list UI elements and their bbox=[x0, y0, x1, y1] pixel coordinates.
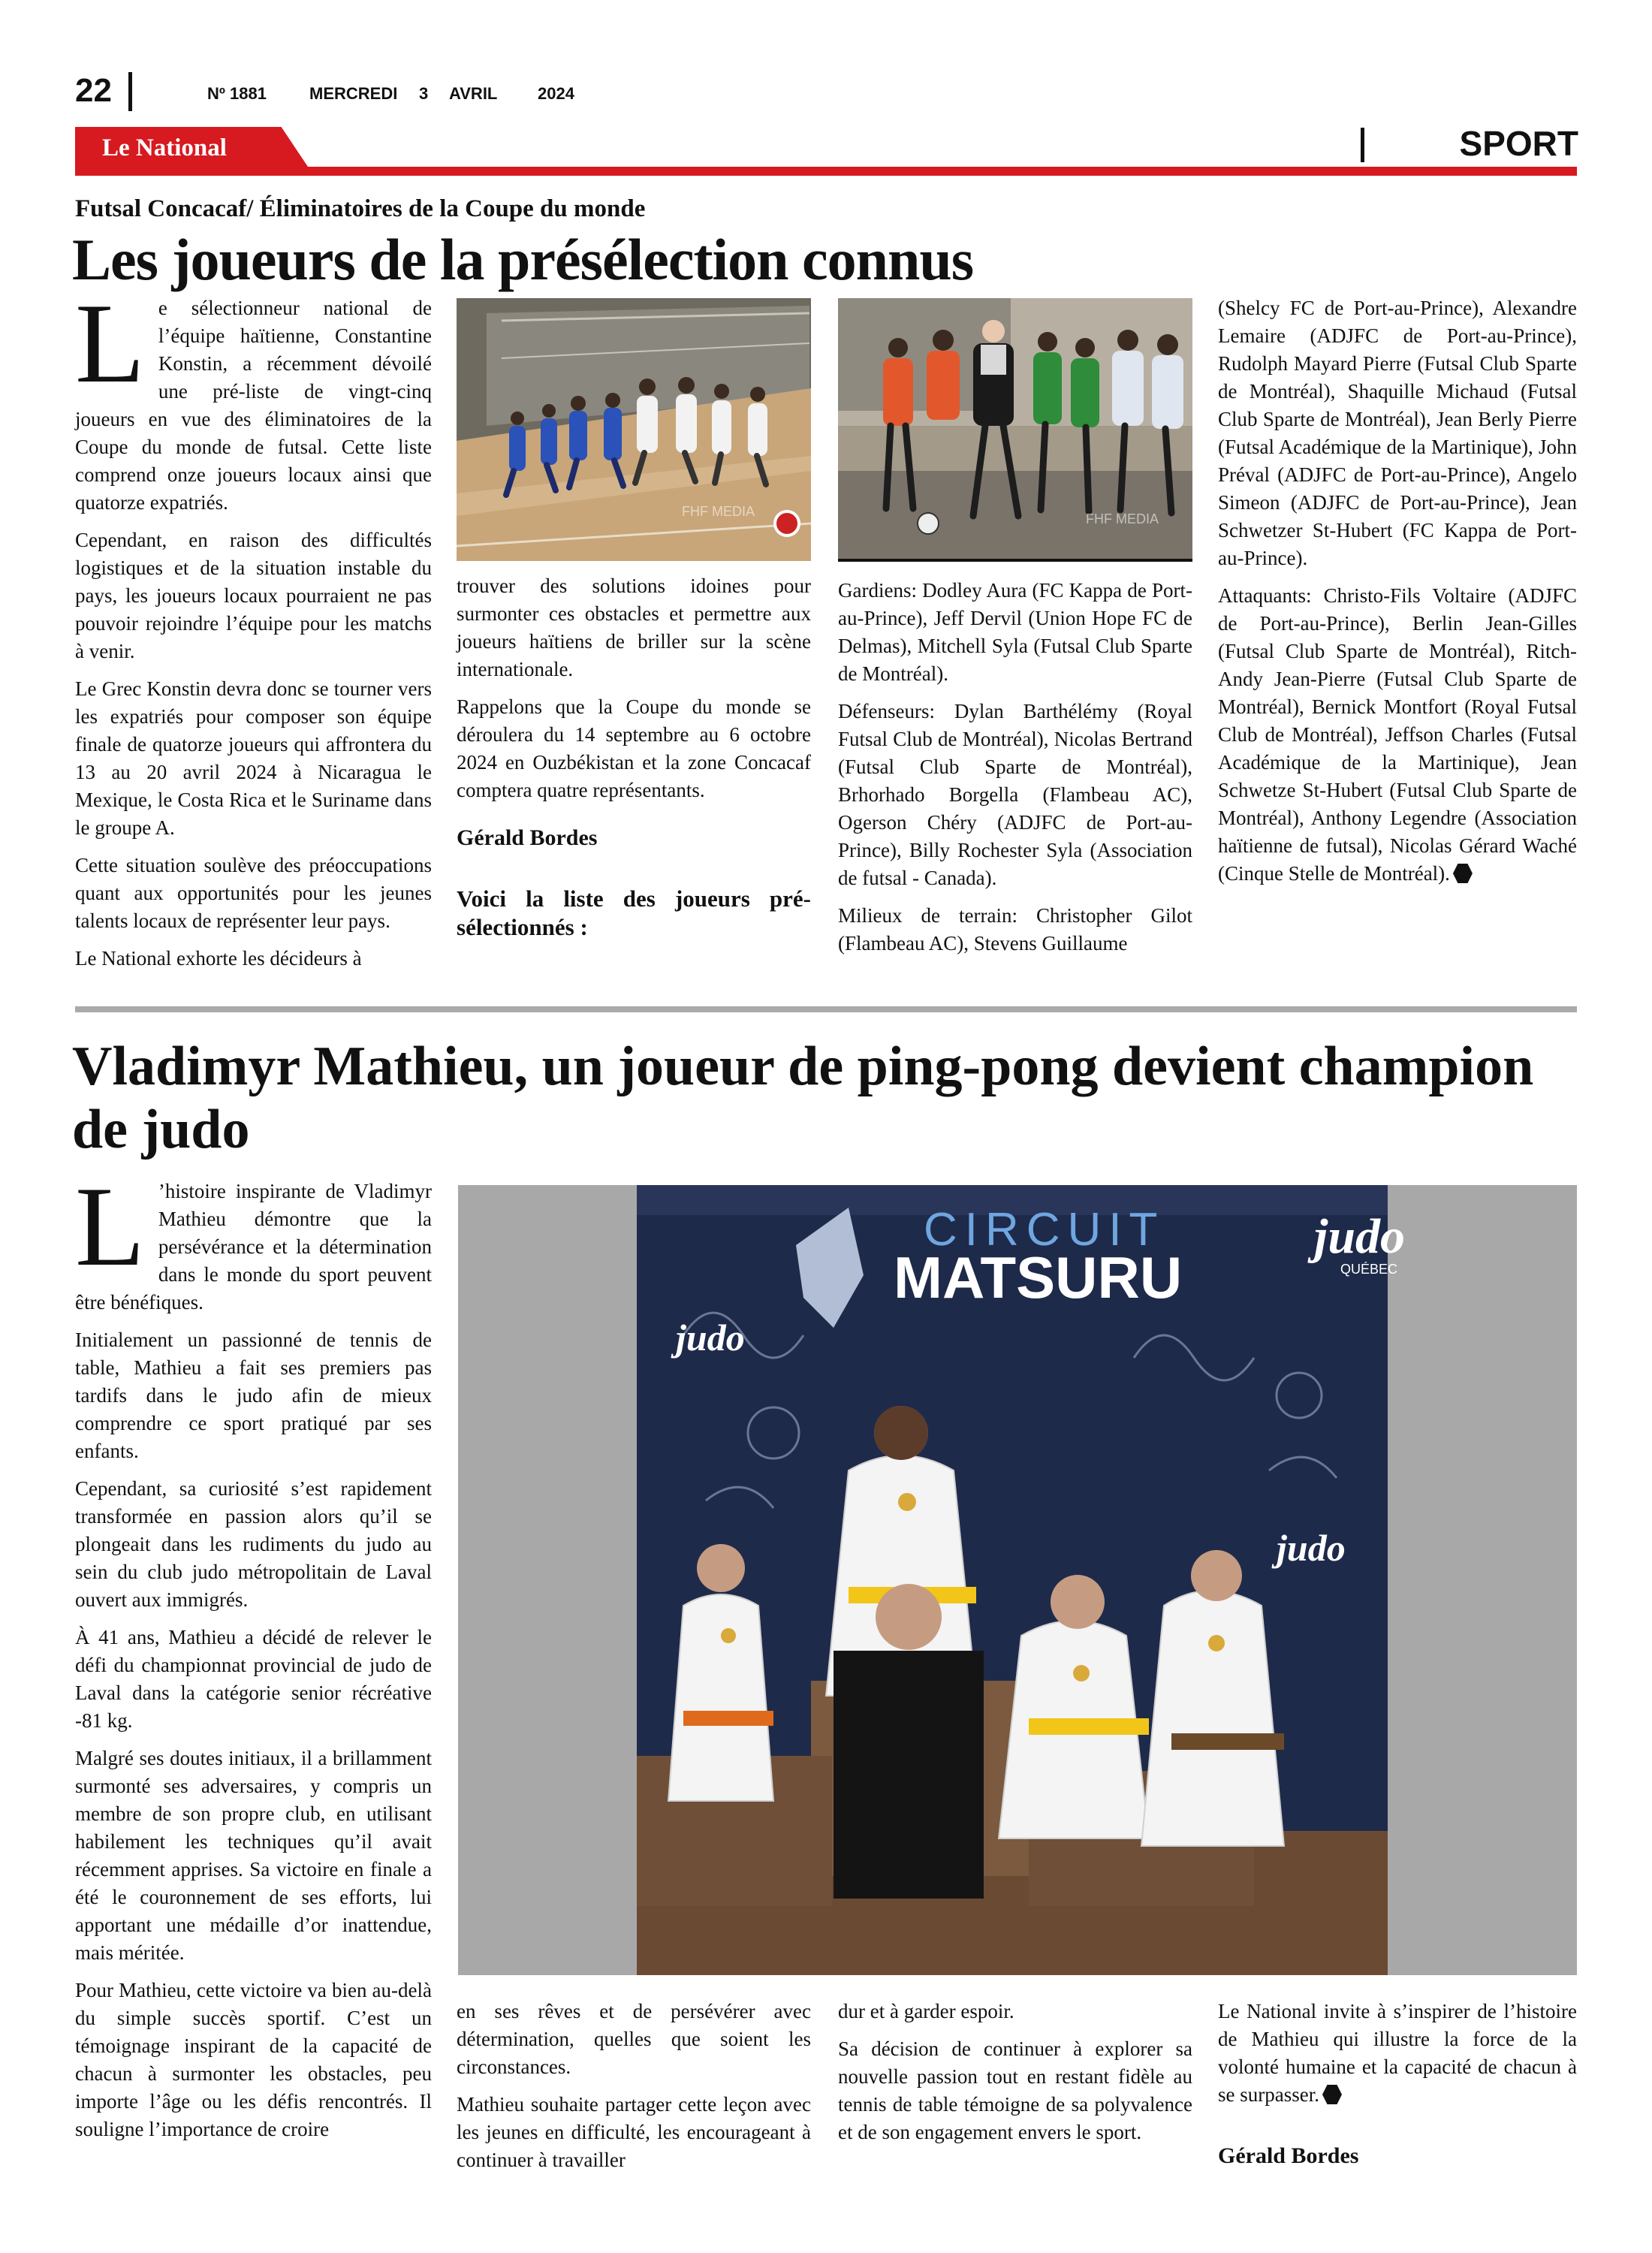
end-of-article-icon bbox=[1322, 2085, 1342, 2104]
article1-list-heading: Voici la liste des joueurs pré-sélectionnés : bbox=[457, 885, 811, 940]
judo-logo-text: judo bbox=[1277, 1527, 1346, 1569]
article2-dropcap: L bbox=[75, 1163, 145, 1289]
article1-dropcap: L bbox=[75, 280, 145, 406]
article2-column-4 bbox=[1218, 1998, 1577, 2179]
article1-column-3 bbox=[838, 577, 1192, 967]
article1-paragraph: Cependant, en raison des difficultés logistiques et de la situation instable du pays, les joueurs locaux pourraient ne pas pouvoir rejoindre l’équipe pour les matchs à venir. bbox=[75, 529, 432, 662]
article1-paragraph: Milieux de terrain: Christopher Gilot (Flambeau AC), Stevens Guillaume bbox=[838, 904, 1192, 955]
article1-photo-coach bbox=[838, 298, 1192, 561]
article2-byline: Gérald Bordes bbox=[1218, 2143, 1359, 2168]
article2-paragraph: Sa décision de continuer à explorer sa nouvelle passion tout en restant fidèle au tennis de table témoigne de sa polyvalence et de son engagement envers le sport. bbox=[838, 2037, 1192, 2143]
article2-paragraph: Pour Mathieu, cette victoire va bien au-delà du simple succès sportif. C’est un témoignage inspirant de la capacité de chacun à surmonter les obstacles, peu importe l’âge ou les défis rencontrés. Il souligne l’importance de croire bbox=[75, 1979, 432, 2140]
end-of-article-icon bbox=[1453, 864, 1473, 883]
article1-paragraph: (Shelcy FC de Port-au-Prince), Alexandre Lemaire (ADJFC de Port-au-Prince), Rudolph Mayard Pierre (Futsal Club Sparte de Montréal), Shaquille Michaud (Futsal Club Sparte de Montréal), Jean Berly Pierre (Futsal Académique de la Martinique), John Préval (ADJFC de Port-au-Prince), Angelo Simeon (ADJFC de Port-au-Prince), Jean Schwetzer St-Hubert (FC Kappa de Port-au-Prince). bbox=[1218, 297, 1577, 569]
article2-paragraph: ’histoire inspirante de Vladimyr Mathieu démontre que la persévérance et la détermination dans le monde du sport peuvent être bénéfiques. bbox=[75, 1180, 432, 1313]
article2-column-2 bbox=[457, 1998, 811, 2184]
photo-caption-rule bbox=[838, 559, 1192, 562]
issue-month: AVRIL bbox=[449, 84, 498, 103]
issue-weekday: MERCREDI bbox=[309, 84, 398, 103]
training-photo-illustration bbox=[457, 298, 811, 561]
article1-column-4 bbox=[1218, 294, 1577, 897]
issue-number: Nº 1881 bbox=[207, 84, 267, 103]
article2-paragraph: en ses rêves et de persévérer avec détermination, quelles que soient les circonstances. bbox=[457, 2000, 811, 2078]
judo-logo-text: judo bbox=[1314, 1209, 1406, 1264]
article1-paragraph: Cette situation soulève des préoccupations quant aux opportunités pour les jeunes talents locaux de représenter leur pays. bbox=[75, 854, 432, 932]
judo-logo-subtext: QUÉBEC bbox=[1340, 1262, 1398, 1277]
article1-paragraph: Le National exhorte les décideurs à bbox=[75, 947, 362, 970]
article2-paragraph: Mathieu souhaite partager cette leçon avec les jeunes en difficulté, les encourageant à continuer à travailler bbox=[457, 2093, 811, 2171]
coach-photo-illustration bbox=[838, 298, 1192, 561]
article2-paragraph: Le National invite à s’inspirer de l’histoire de Mathieu qui illustre la force de la volonté humaine et la capacité de chacun à se surpasser. bbox=[1218, 2000, 1577, 2106]
podium-photo-illustration bbox=[458, 1185, 1577, 1975]
article2-column-1 bbox=[75, 1163, 432, 2153]
article1-byline: Gérald Bordes bbox=[457, 825, 598, 850]
article2-paragraph: Malgré ses doutes initiaux, il a brillamment surmonté ses adversaires, y compris un membre de son propre club, en utilisant habilement les techniques qu’il avait récemment apprises. Sa victoire en finale a été le couronnement de ses efforts, lui apportant une médaille d’or inattendue, mais méritée. bbox=[75, 1747, 432, 1964]
article1-paragraph: Défenseurs: Dylan Barthélémy (Royal Futsal Club de Montréal), Nicolas Bertrand (Futsal Club Sparte de Montréal), Brhorhado Borgella (Flambeau AC), Ogerson Chéry (ADJFC de Port-au-Prince), Billy Rochester Syla (Association de futsal - Canada). bbox=[838, 700, 1192, 889]
article-divider bbox=[75, 1006, 1577, 1012]
section-label: SPORT bbox=[1459, 124, 1578, 163]
article1-paragraph: trouver des solutions idoines pour surmonter ces obstacles et permettre aux joueurs haïtiens de briller sur la scène internationale. bbox=[457, 575, 811, 680]
article1-column-1 bbox=[75, 280, 432, 982]
brand-name: Le National bbox=[102, 134, 227, 161]
banner-text-circuit: CIRCUIT bbox=[924, 1204, 1165, 1256]
article1-paragraph: Gardiens: Dodley Aura (FC Kappa de Port-au-Prince), Jeff Dervil (Union Hope FC de Delmas), Mitchell Syla (Futsal Club Sparte de Montréal). bbox=[838, 579, 1192, 685]
article1-paragraph: Le Grec Konstin devra donc se tourner vers les expatriés pour composer son équipe finale de quatorze joueurs qui affrontera du 13 au 20 avril 2024 à Nicaragua le Mexique, le Costa Rica et le Suriname dans le groupe A. bbox=[75, 677, 432, 839]
photo-watermark: FHF MEDIA bbox=[682, 504, 755, 519]
judo-logo-text: judo bbox=[676, 1317, 745, 1359]
article1-paragraph: e sélectionneur national de l’équipe haïtienne, Constantine Konstin, a récemment dévoilé une pré-liste de vingt-cinq joueurs en vue des éliminatoires de la Coupe du monde de futsal. Cette liste comprend onze joueurs locaux ainsi que quatorze expatriés. bbox=[75, 297, 432, 514]
article2-column-3 bbox=[838, 1998, 1192, 2156]
issue-day: 3 bbox=[419, 84, 429, 103]
article1-kicker: Futsal Concacaf/ Éliminatoires de la Coupe du monde bbox=[75, 195, 646, 222]
article1-paragraph: Rappelons que la Coupe du monde se déroulera du 14 septembre au 6 octobre 2024 en Ouzbékistan et la zone Concacaf comptera quatre représentants. bbox=[457, 695, 811, 801]
page-number: 22 bbox=[75, 72, 112, 109]
article2-headline: Vladimyr Mathieu, un joueur de ping-pong devient champion de judo bbox=[72, 1036, 1534, 1160]
header-rule bbox=[75, 167, 1577, 176]
article1-column-2 bbox=[457, 572, 811, 952]
article2-paragraph: dur et à garder espoir. bbox=[838, 2000, 1014, 2022]
article2-paragraph: Initialement un passionné de tennis de table, Mathieu a fait ses premiers pas tardifs dans le judo afin de mieux comprendre ce sport pratiqué par ses enfants. bbox=[75, 1329, 432, 1462]
article1-paragraph: Attaquants: Christo-Fils Voltaire (ADJFC de Port-au-Prince), Berlin Jean-Gilles (Futsal Club Sparte de Montréal), Ritch-Andy Jean-Pierre (Futsal Club Sparte de Montréal), Bernick Montfort (Royal Futsal Club de Montréal), Jeffson Charles (Futsal Académique de la Martinique), Jean Schwetze St-Hubert (Futsal Club Sparte de Montréal), Anthony Legendre (Association haïtienne de futsal), Nicolas Gérard Waché (Cinque Stelle de Montréal). bbox=[1218, 584, 1577, 885]
photo-watermark: FHF MEDIA bbox=[1086, 511, 1159, 526]
article2-paragraph: À 41 ans, Mathieu a décidé de relever le défi du championnat provincial de judo de Laval dans la catégorie senior récréative -81 kg. bbox=[75, 1626, 432, 1732]
banner-text-matsuru: MATSURU bbox=[894, 1244, 1183, 1310]
article2-paragraph: Cependant, sa curiosité s’est rapidement transformée en passion alors qu’il se plongeait dans les rudiments du judo au sein du club judo métropolitain de Laval ouvert aux immigrés. bbox=[75, 1477, 432, 1611]
article1-photo-training bbox=[457, 298, 811, 561]
page-number-divider bbox=[128, 72, 132, 111]
article1-headline: Les joueurs de la présélection connus bbox=[72, 227, 974, 292]
section-divider bbox=[1361, 128, 1364, 162]
article2-photo-podium bbox=[458, 1185, 1577, 1975]
issue-year: 2024 bbox=[538, 84, 574, 103]
